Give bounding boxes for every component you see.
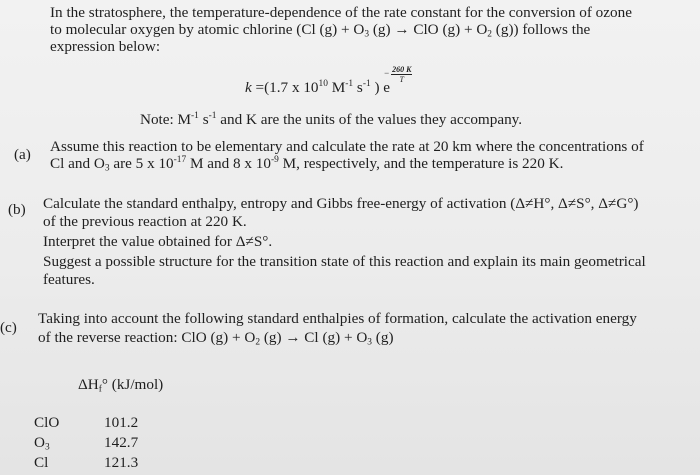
intro-line-2: to molecular oxygen by atomic chlorine (Cl $(g) + O_3$ (g) → ClO $(g) + O_2$ (g)) follows the [50, 21, 591, 40]
species-cell: Cl [34, 454, 49, 471]
species-cell: ClO [34, 414, 60, 431]
intro-line-3: expression below: [50, 38, 161, 55]
units-note: Note: $M^{-1}$ $s^{-1}$ and K are the units of the values they accompany. [140, 110, 523, 128]
part-c-line-1: Taking into account the following standard enthalpies of formation, calculate the activation energy [38, 310, 637, 327]
rate-equation: k =(1.7 x $10^{10}$ $M^{-1}$ $s^{-1}$ ) e 260 K T − [245, 65, 412, 96]
part-a-line-2: Cl and $O_3$ are 5 x $10^{-17}$ M and 8 x $10^{-9}$ M, respectively, and the temperature is 220 K. [50, 154, 564, 174]
enthalpy-value-cell: 101.2 [104, 414, 139, 431]
species-cell: $O_3$ [34, 434, 50, 453]
part-c-label: (c) [0, 319, 17, 336]
part-b-line-2: of the previous reaction at 220 K. [43, 213, 247, 230]
part-b-label: (b) [8, 201, 26, 218]
exponent-minus-sign: − [384, 68, 390, 78]
enthalpy-table-header: $\Delta H_f^\circ$ (kJ/mol) [78, 376, 164, 395]
part-b-line-1: Calculate the standard enthalpy, entropy and Gibbs free-energy of activation (Δ≠H°, Δ≠S°, Δ≠G°) [43, 195, 639, 212]
exponent-fraction: 260 K T − [384, 65, 412, 84]
part-b-line-5: features. [43, 271, 95, 288]
enthalpy-value-cell: 121.3 [104, 454, 139, 471]
part-a-line-1: Assume this reaction to be elementary and calculate the rate at 20 km where the concentrations of [50, 138, 644, 155]
enthalpy-value-cell: 142.7 [104, 434, 139, 451]
intro-line-1: In the stratosphere, the temperature-dependence of the rate constant for the conversion of ozone [50, 4, 632, 21]
part-b-line-4: Suggest a possible structure for the transition state of this reaction and explain its main geometrical [43, 253, 646, 270]
part-a-label: (a) [14, 146, 31, 163]
part-c-line-2: of the reverse reaction: ClO $(g) + O_2$ (g) → Cl $(g) + O_3$ (g) [38, 329, 394, 348]
part-b-line-3: Interpret the value obtained for Δ≠S°. [43, 233, 273, 250]
